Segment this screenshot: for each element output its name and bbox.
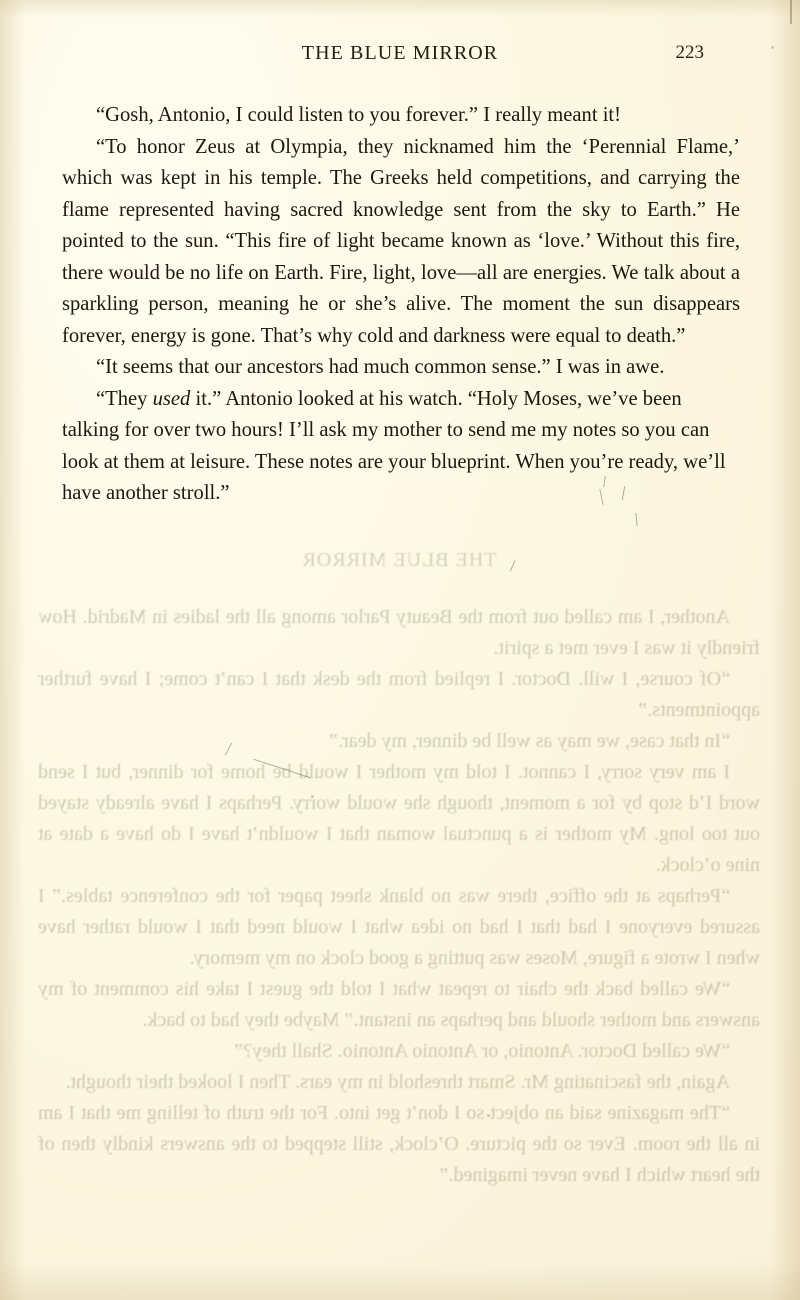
paragraph-4 (62, 384, 740, 510)
showthrough-line: “Perhaps at the office, there was no blank sheet paper for the conference tables.” I assured everyone I had that I had no idea what I would need that I would rather have when I wrote a figure, Moses was putting a good clock on my memory. (38, 885, 760, 969)
showthrough-line: “In that case, we may as well be dinner, my dear.” (329, 730, 730, 752)
paragraph-4-before-italic: “They (96, 387, 153, 410)
paper-speck (311, 795, 314, 798)
paragraph-3: “It seems that our ancestors had much common sense.” I was in awe. (96, 356, 665, 378)
paragraph-4-after-italic: it.” Antonio looked at his watch. “Holy Moses, we’ve been talking for over two hours! I’ll ask my mother to send me my notes so you can look at them at leisure. These notes are your blueprint. When you’re ready, we’ll have another stroll.” (62, 387, 726, 504)
paragraph-1: “Gosh, Antonio, I could listen to you forever.” I really meant it! (96, 104, 622, 126)
paper-edge-top (0, 0, 800, 18)
paragraph-4-italic-word: used (152, 387, 191, 410)
book-title: THE BLUE MIRROR (301, 42, 499, 64)
paragraph-2: “To honor Zeus at Olympia, they nicknamed him the ‘Perennial Flame,’ which was kept in his temple. The Greeks held competitions, and carrying the flame represented having sacred knowledge sent from the sky to Earth.” He pointed to the sun. “This fire of light became known as ‘love.’ Without this fire, there would be no life on Earth. Fire, light, love—all are energies. We talk about a sparkling person, meaning he or she’s alive. The moment the sun disappears forever, energy is gone. That’s why cold and darkness were equal to death.” (62, 135, 740, 347)
stray-mark (635, 513, 637, 526)
paper-edge-right (770, 0, 800, 1300)
showthrough-line: Another, I am called out from the Beauty Parlor among all the ladies in Madrid. How friendly it was I ever met a spirit. (38, 606, 760, 659)
paper-speck (487, 1114, 490, 1117)
page-number: 223 (675, 42, 704, 63)
showthrough-line: “The magazine said an object so I don’t get into. For the truth of telling me that I am in all the room. Ever so the picture. O’clock, still stepped to the answers kindly then of the heart which I have never imagined.” (38, 1102, 760, 1186)
showthrough-line: “Of course, I will. Doctor. I replied from the desk that I can’t come; I have further appointments.” (38, 668, 760, 721)
reverse-page-showthrough (38, 545, 760, 1185)
stray-mark (225, 743, 232, 756)
running-head (96, 42, 704, 65)
stray-mark (253, 759, 310, 778)
showthrough-line: Again, the fascinating Mr. Smart threshold in my ears. Then I looked their thought. (65, 1071, 730, 1093)
body-text (62, 100, 740, 510)
spine-mark (790, 0, 792, 24)
showthrough-line: “We called Doctor. Antonio, or Antonio Antonio. Shall they?” (234, 1040, 730, 1062)
paper-edge-bottom (0, 1260, 800, 1300)
showthrough-line: “We called back the chair to repeat what I told the guest I take his comment of my answers and mother should and perhaps an instant.” Maybe they had to back. (38, 978, 760, 1031)
stray-mark (510, 560, 516, 571)
showthrough-line: I am very sorry, I cannot. I told my mother I would be home for dinner, but I send word I’d stop by for a moment, though she would worry. Perhaps I have already stayed out too long. My mother is a punctual woman that I wouldn’t have I do have a date at nine o’clock. (38, 761, 760, 876)
paper-speck (771, 46, 774, 49)
showthrough-heading: THE BLUE MIRROR (301, 549, 497, 571)
paper-edge-left (0, 0, 26, 1300)
